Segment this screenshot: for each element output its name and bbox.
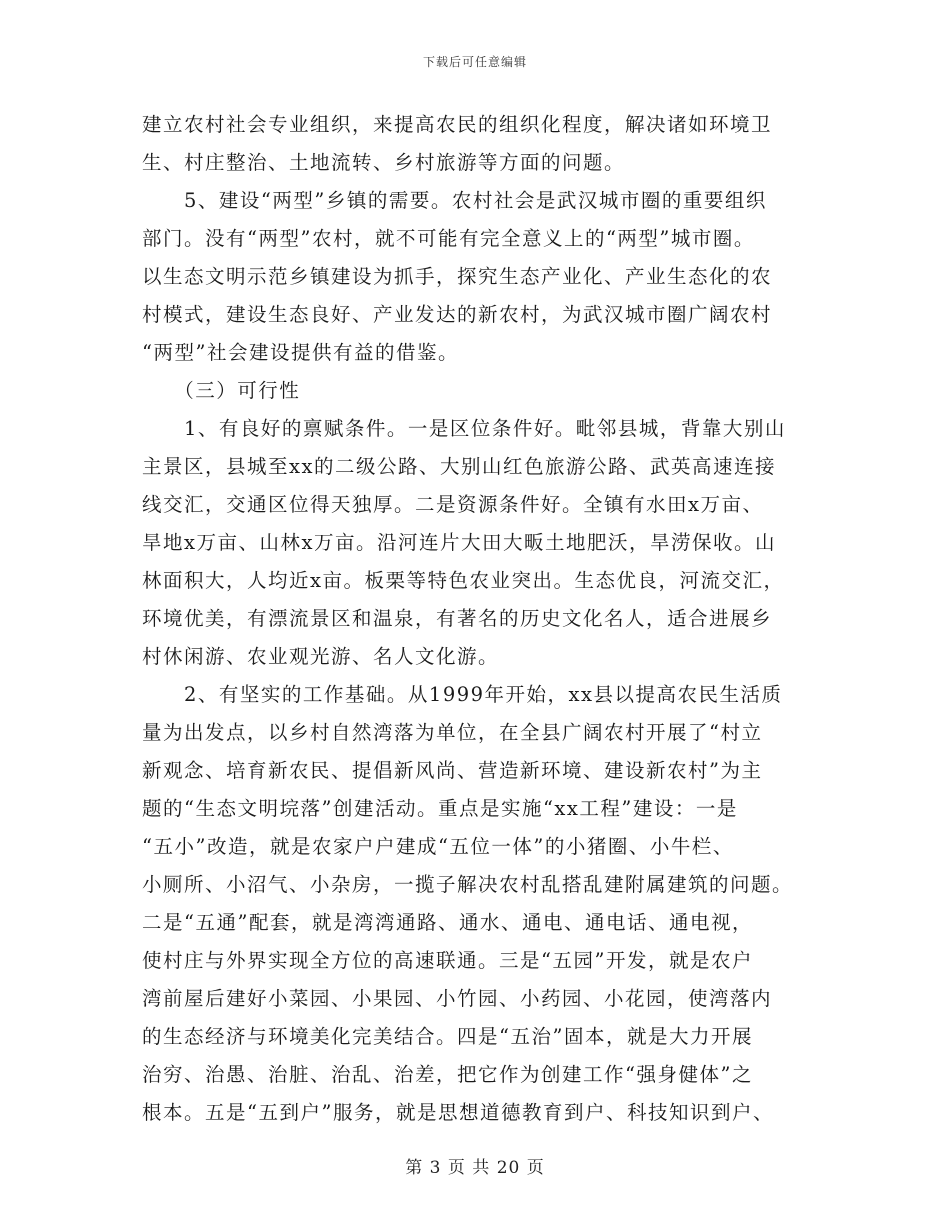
page-number-footer [0,1153,950,1178]
text-line: 量为出发点，以乡村自然湾落为单位，在全县广阔农村开展了“村立 [142,721,763,744]
page-header-note: 下载后可任意编辑 [422,55,527,69]
page-number-label: 第 3 页 共 20 页 [405,1158,545,1178]
text-line: 二是“五通”配套，就是湾湾通路、通水、通电、通电话、通电视， [142,911,753,934]
text-line: “五小”改造，就是农家户户建成“五位一体”的小猪圈、小牛栏、 [142,835,734,858]
text-line: 小厕所、小沼气、小杂房，一揽子解决农村乱搭乱建附属建筑的问题。 [142,873,794,896]
text-line: 主景区，县城至xx的二级公路、大别山红色旅游公路、武英高速连接 [142,455,776,478]
document-body [142,106,808,1132]
text-line: 生、村庄整治、土地流转、乡村旅游等方面的问题。 [142,151,626,174]
text-line: 建立农村社会专业组织，来提高农民的组织化程度，解决诸如环境卫 [142,113,773,136]
text-line: 题的“生态文明垸落”创建活动。重点是实施“xx工程”建设：一是 [142,797,738,820]
text-line: 湾前屋后建好小菜园、小果园、小竹园、小药园、小花园，使湾落内 [142,987,773,1010]
text-line: 1、有良好的禀赋条件。一是区位条件好。毗邻县城，背靠大别山 [142,417,786,440]
text-line: 线交汇，交通区位得天独厚。二是资源条件好。全镇有水田x万亩、 [142,493,764,516]
text-line: 的生态经济与环境美化完美结合。四是“五治”固本，就是大力开展 [142,1025,753,1048]
text-line: 村模式，建设生态良好、产业发达的新农村，为武汉城市圈广阔农村 [142,303,773,326]
text-line: 新观念、培育新农民、提倡新风尚、营造新环境、建设新农村”为主 [142,759,763,782]
text-line: 2、有坚实的工作基础。从1999年开始，xx县以提高农民生活质 [142,683,783,706]
text-line: “两型”社会建设提供有益的借鉴。 [142,341,459,364]
text-line: 部门。没有“两型”农村，就不可能有完全意义上的“两型”城市圈。 [142,227,755,250]
text-line: 根本。五是“五到户”服务，就是思想道德教育到户、科技知识到户、 [142,1101,774,1124]
text-line: 村休闲游、农业观光游、名人文化游。 [142,645,500,668]
text-line: 治穷、治愚、治脏、治乱、治差，把它作为创建工作“强身健体”之 [142,1063,753,1086]
text-line: 林面积大，人均近x亩。板栗等特色农业突出。生态优良，河流交汇， [142,569,785,592]
section-heading: （三）可行性 [142,379,301,402]
text-line: 环境优美，有漂流景区和温泉，有著名的历史文化名人，适合进展乡 [142,607,773,630]
text-line: 使村庄与外界实现全方位的高速联通。三是“五园”开发，就是农户 [142,949,753,972]
text-line: 以生态文明示范乡镇建设为抓手，探究生态产业化、产业生态化的农 [142,265,773,288]
text-line: 旱地x万亩、山林x万亩。沿河连片大田大畈土地肥沃，旱涝保收。山 [142,531,776,554]
text-line: 5、建设“两型”乡镇的需要。农村社会是武汉城市圈的重要组织 [142,189,767,212]
